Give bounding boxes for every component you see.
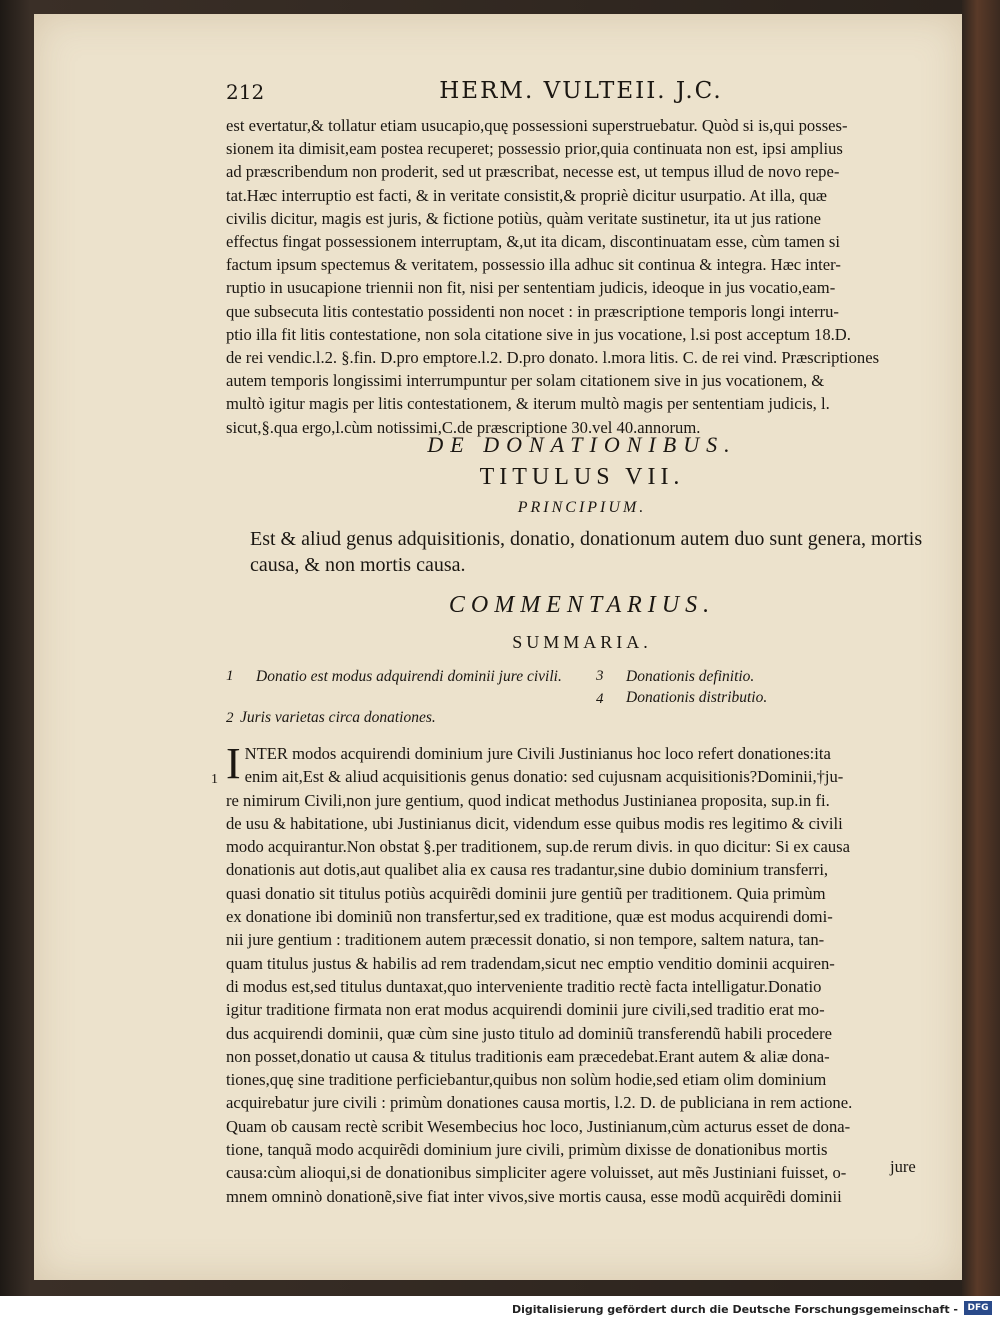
text-line: NTER modos acquirendi dominium jure Civili Justinianus hoc loco refert donationes:ita xyxy=(244,744,831,763)
text-line: civilis dicitur, magis est juris, & fictione potiùs, quàm veritate sustinetur, ita ut jus ratione xyxy=(226,208,822,228)
lex-text: Est & aliud genus adquisitionis, donatio, donationum autem duo sunt genera, mortis causa, & non mortis causa. xyxy=(250,528,923,576)
drop-initial: I xyxy=(226,739,241,788)
summary-item: Donatio est modus adquirendi dominii jure civili. xyxy=(256,668,562,685)
principium-heading: PRINCIPIUM. xyxy=(517,499,647,516)
titulus-heading: TITULUS VII. xyxy=(479,464,685,490)
top-paragraph xyxy=(226,114,938,439)
summary-item: Donationis distributio. xyxy=(626,689,768,706)
text-line: tiones,quę sine traditione perficiebantur,quibus non solùm hodie,sed etiam olim dominium xyxy=(226,1070,827,1090)
text-line: ptio illa fit litis contestatione, non sola citatione sive in jus vocatione, l.si post acceptum 18.D. xyxy=(226,324,851,344)
text-line: de usu & habitatione, ubi Justinianus dicit, videndum esse quibus modis res legitimo & civili xyxy=(226,813,843,833)
catchword: jure xyxy=(890,1157,916,1176)
text-line: re nimirum Civili,non jure gentium, quod indicat methodus Justinianea proposita, sup.in fi. xyxy=(226,790,830,810)
text-line: sionem ita dimisit,eam postea recuperet; possessio prior,quia continuata non est, ipsi amplius xyxy=(226,139,843,159)
summary-number: 2 xyxy=(226,710,234,726)
text-line: autem temporis longissimi interrumpuntur per solam citationem sive in jus vocationem, & xyxy=(226,371,825,391)
text-line: nii jure gentium : traditionem autem præcessit donatio, si non tempore, saltem natura, tan- xyxy=(226,930,825,950)
running-title: HERM. VULTEII. J.C. xyxy=(439,78,723,104)
text-line: tione, tanquã modo acquirẽdi dominium jure civili, primùm dixisse de donationibus mortis xyxy=(226,1140,828,1160)
summary-item: Juris varietas circa donationes. xyxy=(240,709,436,726)
text-line: di modus est,sed titulus duntaxat,quo interveniente traditio rectè facta intelligatur.Donatio xyxy=(226,976,822,996)
text-line: que subsecuta litis contestatio possidenti non nocet : in præscriptione temporis longi interru- xyxy=(226,301,839,321)
summary-number: 3 xyxy=(596,668,604,684)
text-line: ad præscribendum non proderit, sed ut præscribat, necesse est, ut tempus illud de novo repe- xyxy=(226,162,840,182)
text-line: non posset,donatio ut causa & titulus traditionis eam præcedebat.Erant autem & aliæ dona- xyxy=(226,1046,830,1066)
text-line: tat.Hæc interruptio est facti, & in veritate consistit,& propriè dicitur usurpatio. At illa, quæ xyxy=(226,185,827,205)
commentary-body xyxy=(226,739,938,1208)
dfg-logo: DFG xyxy=(964,1301,992,1315)
summary-number: 4 xyxy=(596,691,604,707)
text-line: ex donatione ibi dominiũ non transfertur,sed ex traditione, quæ est modus acquirendi domi- xyxy=(226,907,833,927)
text-line: causa:cùm alioqui,si de donationibus simpliciter agere voluisset, aut mẽs Justiniani fuisset, o- xyxy=(226,1163,847,1183)
text-line: sicut,§.qua ergo,l.cùm notissimi,C.de præscriptione 30.vel 40.annorum. xyxy=(226,417,701,437)
text-line: quam titulus justus & habilis ad rem tradendam,sicut nec emptio venditio dominii acquiren- xyxy=(226,953,835,973)
text-line: ruptio in usucapione triennii non fit, nisi per sententiam judicis, ideoque in jus vocatio,eam- xyxy=(226,278,836,298)
funding-note: Digitalisierung gefördert durch die Deutsche Forschungsgemeinschaft - xyxy=(511,1303,958,1316)
summary-number: 1 xyxy=(226,668,234,684)
text-line: acquirebatur jure civili : primùm donationes causa mortis, l.2. D. de publiciana in rem actione. xyxy=(226,1093,853,1113)
text-line: igitur traditione firmata non erat modus acquirendi dominii jure civili,sed traditio erat mo- xyxy=(226,1000,825,1020)
text-line: est evertatur,& tollatur etiam usucapio,quę possessioni superstruebatur. Quòd si is,qui posses- xyxy=(226,116,848,135)
summaria-heading: SUMMARIA. xyxy=(512,632,652,652)
margin-number: 1 xyxy=(211,772,218,787)
text-line: Quam ob causam rectè scribit Wesembecius hoc loco, Justinianum,cùm acturus esset de dona- xyxy=(226,1116,851,1136)
text-line: de rei vendic.l.2. §.fin. D.pro emptore.l.2. D.pro donato. l.mora litis. C. de rei vind. Præscriptiones xyxy=(226,348,880,368)
commentarius-heading: COMMENTARIUS. xyxy=(448,592,716,618)
text-line: donationis aut dotis,aut qualibet alia ex causa res tradantur,sine dubio dominium transferri, xyxy=(226,860,829,880)
text-line: factum ipsum spectemus & veritatem, possessio illa adhuc sit continua & integra. Hæc inter- xyxy=(226,255,841,275)
text-line: mnem omninò donationẽ,sive fiat inter vivos,sive mortis causa, esse modũ acquirẽdi dominii xyxy=(226,1186,842,1206)
text-line: quasi donatio sit titulus potiùs acquirẽdi dominii jure gentiũ per traditionem. Quia primùm xyxy=(226,883,826,903)
page-number: 212 xyxy=(226,80,265,104)
running-head xyxy=(226,78,936,108)
text-line: dus acquirendi dominii, quæ cùm sine justo titulo ad dominiũ transferendũ habili procedere xyxy=(226,1023,833,1043)
summary-item: Donationis definitio. xyxy=(626,668,755,685)
text-line: enim ait,Est & aliud acquisitionis genus donatio: sed cujusnam acquisitionis?Dominii,†ju- xyxy=(244,767,844,787)
section-title: DE DONATIONIBUS. xyxy=(427,432,737,457)
text-line: effectus fingat possessionem interruptam, &,ut ita dicam, discontinuatam esse, cùm tamen si xyxy=(226,232,840,252)
text-line: modo acquirantur.Non obstat §.per traditionem, sup.de rerum divis. in quo dicitur: Si ex causa xyxy=(226,837,850,857)
book-edge xyxy=(962,0,1000,1296)
text-line: multò igitur magis per litis contestationem, & iterum multò magis per sententiam judicis, l. xyxy=(226,394,830,414)
